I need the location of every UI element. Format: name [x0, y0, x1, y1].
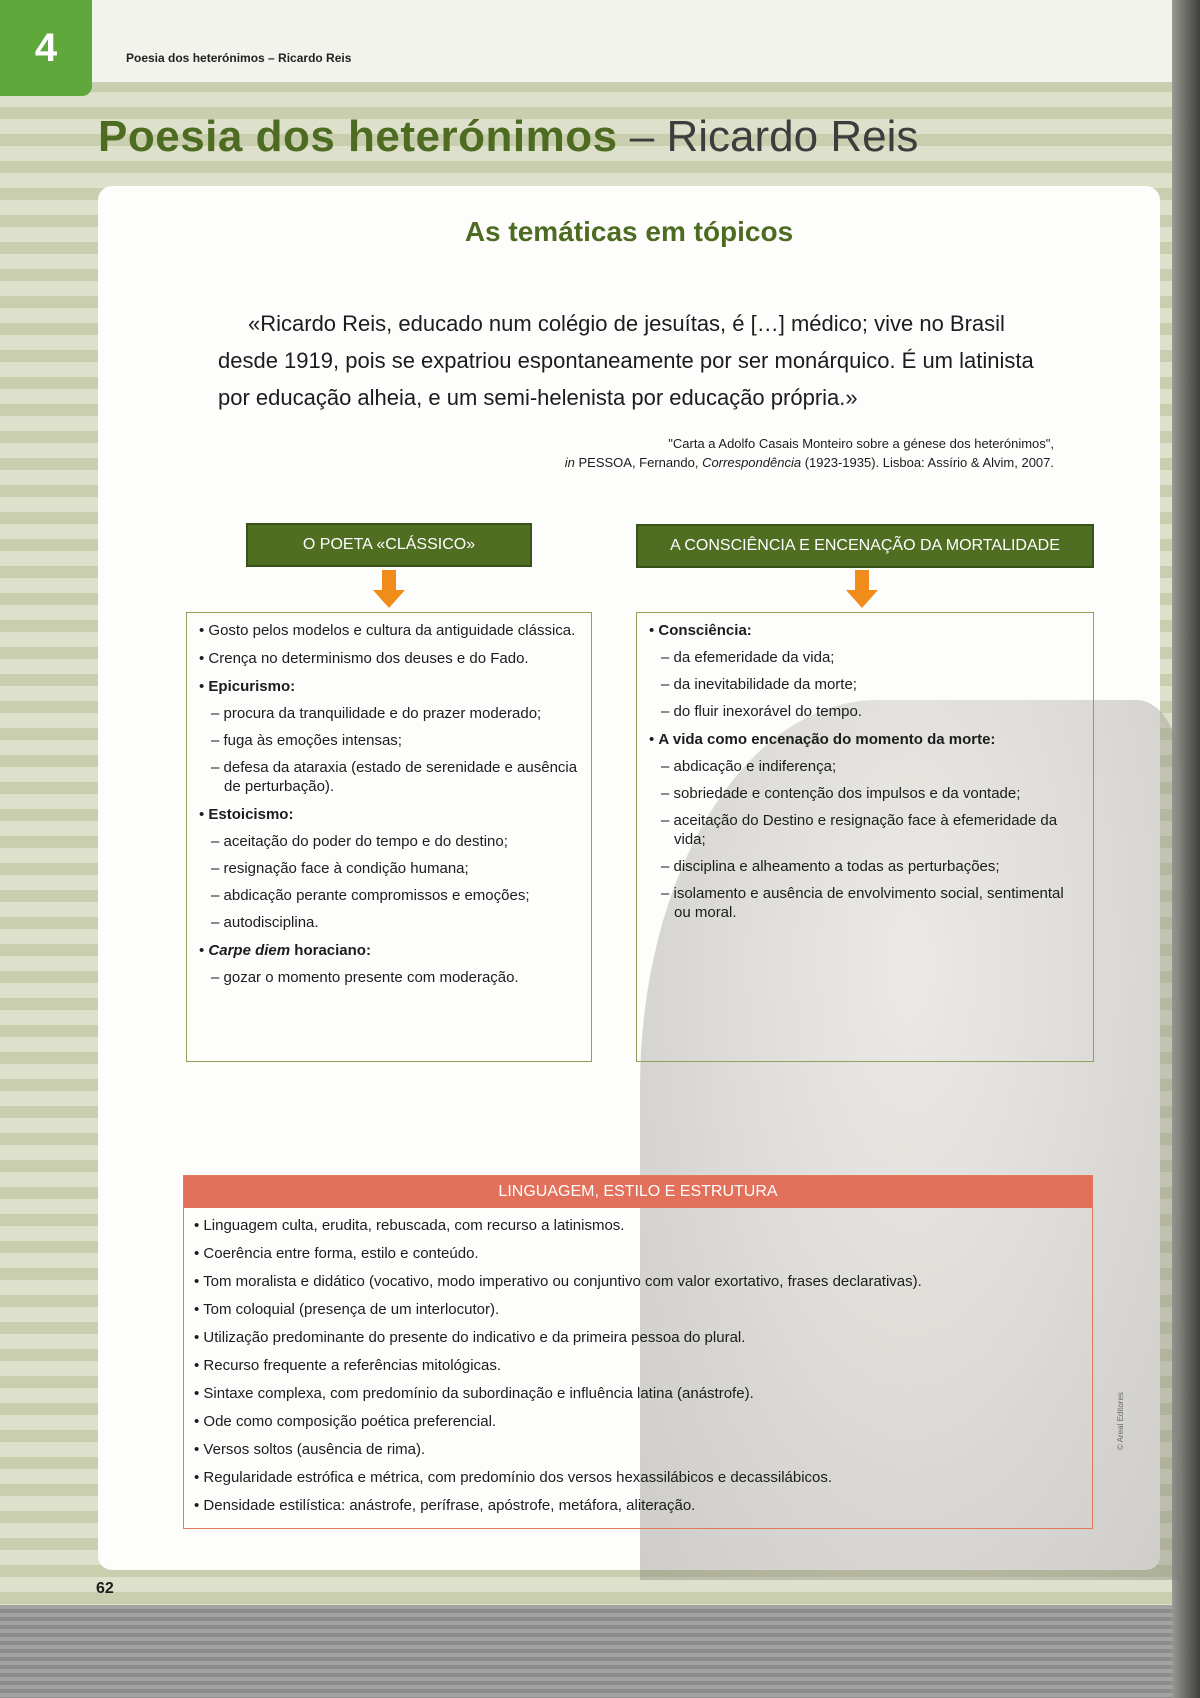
- sub-point: – abdicação perante compromissos e emoções;: [211, 887, 530, 904]
- sub-point: – abdicação e indiferença;: [661, 758, 837, 775]
- encenacao-points: [649, 757, 1081, 922]
- down-arrow-icon: [855, 570, 869, 596]
- publisher-mark: © Areal Editores: [1116, 1392, 1125, 1450]
- bottom-band: [0, 1605, 1200, 1698]
- citation-author: PESSOA, Fernando,: [574, 455, 703, 470]
- list-item: • Versos soltos (ausência de rima).: [194, 1441, 426, 1458]
- sub-point: – do fluir inexorável do tempo.: [661, 703, 862, 720]
- language-style-box: [183, 1175, 1093, 1529]
- list-item: • Tom coloquial (presença de um interlocutor).: [194, 1301, 500, 1318]
- citation-line-1: "Carta a Adolfo Casais Monteiro sobre a génese dos heterónimos",: [668, 436, 1054, 451]
- language-style-heading: LINGUAGEM, ESTILO E ESTRUTURA: [184, 1176, 1092, 1208]
- running-head: Poesia dos heterónimos – Ricardo Reis: [126, 51, 352, 65]
- citation-work: Correspondência: [702, 455, 802, 470]
- estoicismo-points: [199, 832, 579, 932]
- list-item: • Tom moralista e didático (vocativo, modo imperativo ou conjuntivo com valor exortativo, frases declarativas).: [194, 1273, 922, 1290]
- sub-point: – aceitação do Destino e resignação face à efemeridade da vida;: [661, 812, 1058, 848]
- chapter-title-light: – Ricardo Reis: [617, 112, 919, 161]
- list-item: • Crença no determinismo dos deuses e do Fado.: [199, 650, 529, 667]
- list-item: • Ode como composição poética preferencial.: [194, 1413, 497, 1430]
- down-arrow-icon: [382, 570, 396, 596]
- sub-point: – da efemeridade da vida;: [661, 649, 835, 666]
- list-item: • Regularidade estrófica e métrica, com predomínio dos versos hexassilábicos e decassilábicos.: [194, 1469, 833, 1486]
- sub-point: – gozar o momento presente com moderação.: [211, 969, 519, 986]
- sub-point: – da inevitabilidade da morte;: [661, 676, 857, 693]
- list-item: • Coerência entre forma, estilo e conteúdo.: [194, 1245, 479, 1262]
- sub-point: – fuga às emoções intensas;: [211, 732, 402, 749]
- list-item: • Carpe diem horaciano: – gozar o momento presente com moderação.: [199, 941, 579, 987]
- page-number: 62: [96, 1580, 114, 1597]
- list-item: • Densidade estilística: anástrofe, perífrase, apóstrofe, metáfora, aliteração.: [194, 1497, 696, 1514]
- citation-rest: (1923-1935). Lisboa: Assírio & Alvim, 2007.: [801, 455, 1054, 470]
- sub-point: – defesa da ataraxia (estado de serenidade e ausência de perturbação).: [211, 759, 578, 795]
- citation-in: in: [564, 455, 575, 470]
- list-item: • Utilização predominante do presente do indicativo e da primeira pessoa do plural.: [194, 1329, 746, 1346]
- chapter-title: [98, 112, 918, 162]
- list-item: • Recurso frequente a referências mitológicas.: [194, 1357, 502, 1374]
- sub-point: – isolamento e ausência de envolvimento social, sentimental ou moral.: [661, 885, 1064, 921]
- classic-poet-box: [186, 612, 592, 1062]
- classic-poet-heading: O POETA «CLÁSSICO»: [246, 523, 532, 567]
- sub-point: – disciplina e alheamento a todas as perturbações;: [661, 858, 1000, 875]
- list-item: • Epicurismo: – procura da tranquilidade e do prazer moderado; – fuga às emoções intensas; – defesa da ataraxia (estado de serenidade e ausência de perturbação).: [199, 678, 578, 795]
- list-item: • Estoicismo: – aceitação do poder do tempo e do destino; – resignação face à condição humana; – abdicação perante compromissos e emoções; – autodisciplina.: [199, 805, 579, 932]
- list-item: • Consciência: – da efemeridade da vida; – da inevitabilidade da morte; – do fluir inexorável do tempo.: [649, 621, 1081, 721]
- epigraph-quote: «Ricardo Reis, educado num colégio de jesuítas, é […] médico; vive no Brasil desde 1919, pois se expatriou espontaneamente por ser monárquico. É um latinista por educação alheia, e um semi-helenista por educação própria.»: [218, 311, 1034, 410]
- sub-point: – autodisciplina.: [211, 914, 319, 931]
- list-item: • Sintaxe complexa, com predomínio da subordinação e influência latina (anástrofe).: [194, 1385, 754, 1402]
- language-style-list: [184, 1208, 1092, 1524]
- sub-point: – procura da tranquilidade e do prazer moderado;: [211, 705, 542, 722]
- citation-line-2: [565, 453, 1054, 472]
- sub-point: – sobriedade e contenção dos impulsos e da vontade;: [661, 785, 1021, 802]
- quote-citation: [565, 434, 1054, 472]
- section-title: As temáticas em tópicos: [464, 216, 794, 247]
- epicurismo-points: [199, 704, 579, 796]
- sub-point: – aceitação do poder do tempo e do destino;: [211, 833, 508, 850]
- chapter-title-bold: Poesia dos heterónimos: [98, 112, 618, 161]
- carpe-diem-points: [199, 968, 579, 987]
- list-item: • A vida como encenação do momento da morte: – abdicação e indiferença; – sobriedade e contenção dos impulsos e da vontade; – aceitação do Destino e resignação face à efemeridade da vida; – disciplina e alheamento a todas as perturbações; – isolamento e ausência de envolvimento social, sentimental ou moral.: [649, 730, 1081, 922]
- mortality-heading: A CONSCIÊNCIA E ENCENAÇÃO DA MORTALIDADE: [636, 524, 1094, 568]
- consciencia-points: [649, 648, 1081, 721]
- mortality-box: [636, 612, 1094, 1062]
- list-item: • Gosto pelos modelos e cultura da antiguidade clássica.: [199, 622, 576, 639]
- top-strip: [0, 0, 1200, 82]
- sub-point: – resignação face à condição humana;: [211, 860, 469, 877]
- list-item: • Linguagem culta, erudita, rebuscada, com recurso a latinismos.: [194, 1217, 625, 1234]
- chapter-number-tab: 4: [0, 0, 92, 96]
